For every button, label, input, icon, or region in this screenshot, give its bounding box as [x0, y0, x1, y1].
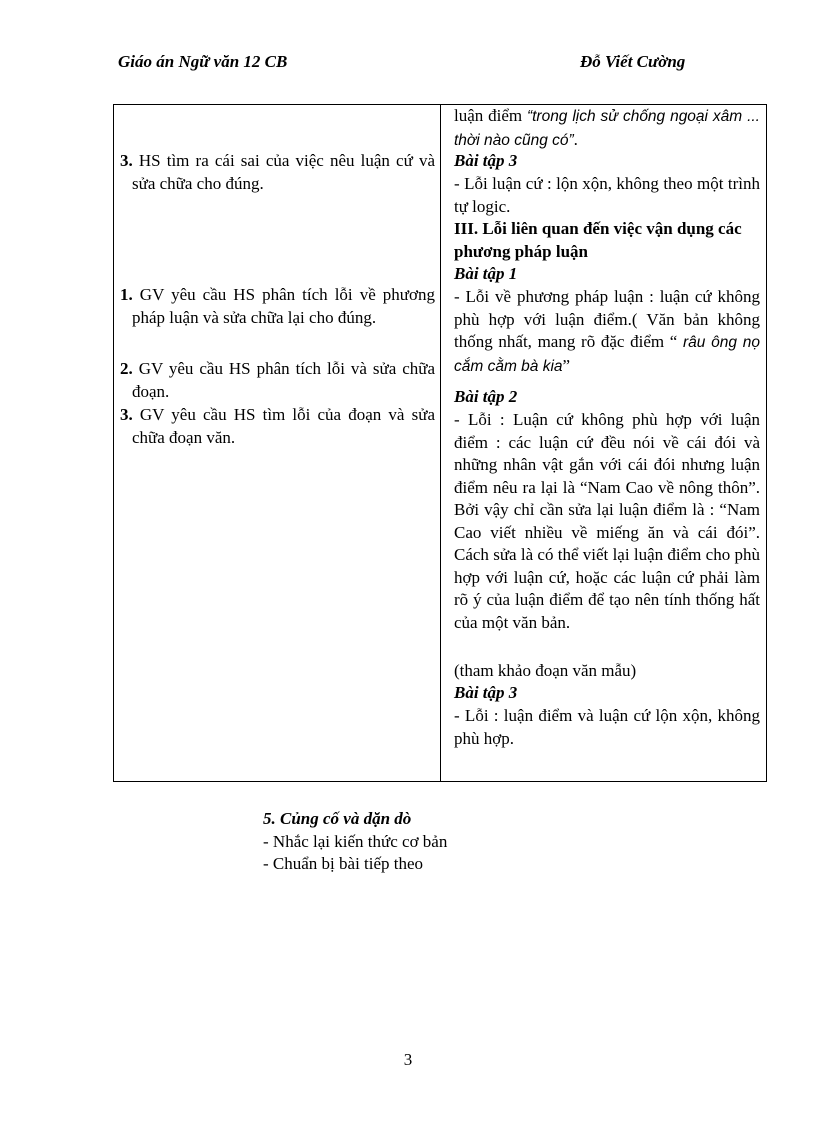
- consolidation-section: [263, 808, 663, 876]
- exercise-1-heading: Bài tập 1: [454, 264, 518, 283]
- exercise-3b-text: - Lỗi : luận điểm và luận cứ lộn xộn, không phù hợp.: [454, 706, 760, 748]
- section-iii-heading: III. Lỗi liên quan đến việc vận dụng các phương pháp luận: [454, 219, 742, 261]
- consolidation-heading: 5. Củng cố và dặn dò: [263, 809, 412, 828]
- exercise-2-text: - Lỗi : Luận cứ không phù hợp với luận điểm : các luận cứ đều nói về cái đói và những nhân vật gắn với cái đói nhưng luận điểm nêu ra lại là “Nam Cao về nông thôn”. Bởi vậy chỉ cần sửa lại luận điểm là : “Nam Cao viết nhiều về miếng ăn và cái đói”. Cách sửa là có thể viết lại luận điểm cho phù hợp với luận cứ, hoặc các luận cứ phải làm rõ ý của luận điểm để tạo nên tính thống hất của một văn bản.: [454, 410, 760, 632]
- activity-item-3: 3. HS tìm ra cái sai của việc nêu luận cứ và sửa chữa cho đúng.: [120, 151, 435, 193]
- teacher-activity-column: [114, 105, 440, 781]
- gv-item-3: 3. GV yêu cầu HS tìm lỗi của đoạn và sửa chữa đoạn văn.: [120, 405, 435, 447]
- luan-diem-quote: luận điểm “trong lịch sử chống ngoại xâm ... thời nào cũng có”.: [454, 106, 760, 149]
- page-number: 3: [403, 1050, 413, 1069]
- exercise-1-text: - Lỗi về phương pháp luận : luận cứ không phù hợp với luận điểm.( Văn bản không thống nhất, mang rõ đặc điểm “ râu ông nọ cắm cằm bà kia”: [454, 287, 760, 375]
- consolidation-line-2: - Chuẩn bị bài tiếp theo: [263, 854, 424, 873]
- header-author: Đỗ Viết Cường: [580, 52, 686, 71]
- page-header: [118, 52, 698, 76]
- exercise-3-text: - Lỗi luận cứ : lộn xộn, không theo một trình tự logic.: [454, 174, 760, 216]
- content-column: [441, 105, 768, 781]
- exercise-2-heading: Bài tập 2: [454, 387, 518, 406]
- exercise-3-heading: Bài tập 3: [454, 151, 518, 170]
- gv-item-1: 1. GV yêu cầu HS phân tích lỗi về phương pháp luận và sửa chữa lại cho đúng.: [120, 285, 435, 327]
- lesson-table: [113, 104, 767, 782]
- header-title: Giáo án Ngữ văn 12 CB: [118, 52, 288, 71]
- consolidation-line-1: - Nhắc lại kiến thức cơ bản: [263, 831, 448, 851]
- exercise-3b-heading: Bài tập 3: [454, 683, 518, 702]
- gv-item-2: 2. GV yêu cầu HS phân tích lỗi và sửa chữa đoạn.: [120, 359, 435, 401]
- exercise-2-reference: (tham khảo đoạn văn mẫu): [454, 661, 637, 680]
